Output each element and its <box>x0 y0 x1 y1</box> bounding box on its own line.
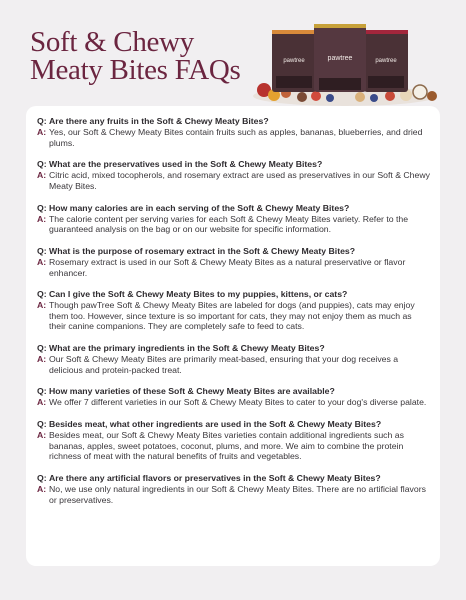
question-prefix: Q: <box>37 159 47 170</box>
answer-prefix: A: <box>37 483 47 494</box>
faq-question <box>37 159 430 170</box>
answer-prefix: A: <box>37 256 47 267</box>
faq-item <box>37 343 430 375</box>
answer-text: Though pawTree Soft & Chewy Meaty Bites are labeled for dogs (and puppies), cats may enjoy them too. However, since texture is so important for cats, they may not enjoy them as much as their canine companions. They are completely safe to feed to cats. <box>49 300 415 332</box>
faq-answer <box>37 127 430 148</box>
page-title-line-1: Soft & Chewy <box>30 26 194 58</box>
brand-logo-text: pawtree <box>327 55 353 62</box>
answer-prefix: A: <box>37 213 47 224</box>
answer-text: Besides meat, our Soft & Chewy Meaty Bites varieties contain additional ingredients such as bananas, apples, sweet potatoes, coconut, plums, and more. We aim to combine the protein richness of meat with the natural benefits of fruits and vegetables. <box>49 430 404 462</box>
question-prefix: Q: <box>37 116 47 126</box>
faq-item <box>37 473 430 505</box>
answer-prefix: A: <box>37 430 47 441</box>
question-prefix: Q: <box>37 202 47 213</box>
answer-text: No, we use only natural ingredients in our Soft & Chewy Meaty Bites. There are no artificial flavors or preservatives. <box>49 483 426 505</box>
faq-question <box>37 343 430 354</box>
faq-answer <box>37 484 430 505</box>
faq-item <box>37 203 430 235</box>
question-text: What are the preservatives used in the Soft & Chewy Meaty Bites? <box>49 159 323 170</box>
faq-question <box>37 203 430 214</box>
question-text: Are there any fruits in the Soft & Chewy Meaty Bites? <box>49 116 269 126</box>
question-text: How many varieties of these Soft & Chewy Meaty Bites are available? <box>49 386 335 397</box>
answer-text: Yes, our Soft & Chewy Meaty Bites contain fruits such as apples, bananas, blueberries, and dried plums. <box>49 127 423 148</box>
answer-prefix: A: <box>37 354 47 365</box>
answer-text: Our Soft & Chewy Meaty Bites are primarily meat-based, ensuring that your dog receives a delicious and protein-packed treat. <box>49 354 399 375</box>
brand-logo-text-left: pawtree <box>283 58 305 64</box>
faq-answer <box>37 354 430 375</box>
question-text: Can I give the Soft & Chewy Meaty Bites to my puppies, kittens, or cats? <box>49 289 348 300</box>
question-prefix: Q: <box>37 386 47 397</box>
faq-answer <box>37 170 430 191</box>
question-text: Besides meat, what other ingredients are used in the Soft & Chewy Meaty Bites? <box>49 418 382 429</box>
answer-text: Rosemary extract is used in our Soft & Chewy Meaty Bites as a natural preservative or flavor enhancer. <box>49 256 406 278</box>
faq-question <box>37 473 430 484</box>
question-prefix: Q: <box>37 289 47 300</box>
answer-text: We offer 7 different varieties in our Soft & Chewy Meaty Bites to cater to your dog's diverse palate. <box>49 397 427 408</box>
answer-prefix: A: <box>37 300 47 311</box>
answer-text: Citric acid, mixed tocopherols, and rosemary extract are used as preservatives in our Soft & Chewy Meaty Bites. <box>49 170 430 191</box>
faq-answer <box>37 397 430 408</box>
faq-item <box>37 159 430 191</box>
question-text: Are there any artificial flavors or preservatives in the Soft & Chewy Meaty Bites? <box>49 472 381 483</box>
faq-card <box>26 106 440 566</box>
question-prefix: Q: <box>37 472 47 483</box>
page-title-line-2: Meaty Bites FAQs <box>30 54 241 86</box>
question-prefix: Q: <box>37 418 47 429</box>
answer-prefix: A: <box>37 170 47 181</box>
faq-question <box>37 419 430 430</box>
question-prefix: Q: <box>37 245 47 256</box>
question-prefix: Q: <box>37 343 47 353</box>
question-text: What is the purpose of rosemary extract in the Soft & Chewy Meaty Bites? <box>49 245 356 256</box>
product-bags-image <box>250 20 440 108</box>
faq-question <box>37 289 430 300</box>
faq-item <box>37 246 430 278</box>
question-text: What are the primary ingredients in the Soft & Chewy Meaty Bites? <box>49 343 325 353</box>
question-text: How many calories are in each serving of the Soft & Chewy Meaty Bites? <box>49 202 350 213</box>
faq-question <box>37 386 430 397</box>
brand-logo-text-right: pawtree <box>375 58 397 64</box>
answer-text: The calorie content per serving varies for each Soft & Chewy Meaty Bites variety. Refer to the guaranteed analysis on the bag or on our website for specific information. <box>49 213 409 235</box>
faq-answer <box>37 430 430 462</box>
faq-item <box>37 386 430 408</box>
faq-item <box>37 419 430 462</box>
answer-prefix: A: <box>37 397 47 408</box>
faq-answer <box>37 214 430 235</box>
faq-question <box>37 116 430 127</box>
faq-answer <box>37 257 430 278</box>
answer-prefix: A: <box>37 127 47 138</box>
faq-answer <box>37 300 430 332</box>
page-title <box>30 28 260 84</box>
faq-item <box>37 116 430 148</box>
faq-question <box>37 246 430 257</box>
faq-item <box>37 289 430 332</box>
